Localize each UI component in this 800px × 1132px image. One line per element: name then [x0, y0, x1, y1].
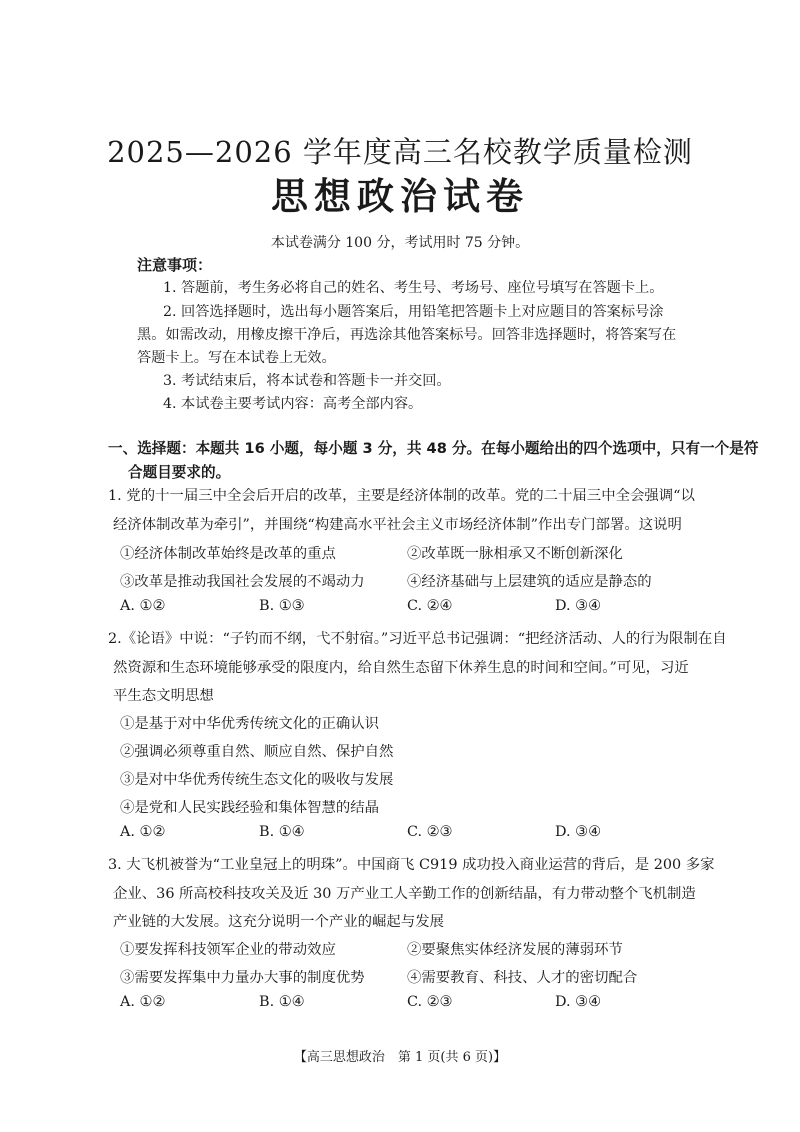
question-2-option-b[interactable]: B. ①④	[259, 824, 305, 840]
question-3-statement: ①要发挥科技领军企业的带动效应	[120, 942, 336, 958]
question-1-stem: 经济体制改革为牵引”，并围绕“构建高水平社会主义市场经济体制”作出专门部署。这说明	[113, 517, 682, 533]
question-1-option-c[interactable]: C. ②④	[407, 598, 453, 614]
notes-line: 黑。如需改动，用橡皮擦干净后，再选涂其他答案标号。回答非选择题时，将答案写在	[137, 327, 677, 343]
notes-line: 答题卡上。写在本试卷上无效。	[137, 350, 336, 366]
question-3-option-a[interactable]: A. ①②	[120, 994, 166, 1010]
exam-title-line1: 2025—2026 学年度高三名校教学质量检测	[107, 135, 693, 169]
question-2-stem: 然资源和生态环境能够承受的限度内，给自然生态留下休养生息的时间和空间。”可见，习近	[113, 660, 689, 676]
question-3-statement: ④需要教育、科技、人才的密切配合	[407, 970, 638, 986]
notes-line: 2. 回答选择题时，选出每小题答案后，用铅笔把答题卡上对应题目的答案标号涂	[163, 304, 664, 320]
question-2-stem: 2.《论语》中说：“子钓而不纲，弋不射宿。”习近平总书记强调：“把经济活动、人的行为限制在自	[108, 631, 727, 647]
question-1-option-a[interactable]: A. ①②	[120, 598, 166, 614]
question-2-option-a[interactable]: A. ①②	[120, 824, 166, 840]
question-3-statement: ②要聚焦实体经济发展的薄弱环节	[407, 942, 623, 958]
question-3-option-c[interactable]: C. ②③	[407, 994, 453, 1010]
notes-line: 4. 本试卷主要考试内容：高考全部内容。	[163, 396, 423, 412]
question-1-statement: ①经济体制改革始终是改革的重点	[120, 546, 336, 562]
question-2-statement: ③是对中华优秀传统生态文化的吸收与发展	[120, 772, 394, 788]
question-3-statement: ③需要发挥集中力量办大事的制度优势	[120, 970, 365, 986]
question-2-statement: ④是党和人民实践经验和集体智慧的结晶	[120, 800, 380, 816]
question-1-stem: 1. 党的十一届三中全会后开启的改革，主要是经济体制的改革。党的二十届三中全会强调“以	[108, 488, 695, 504]
question-2-option-d[interactable]: D. ③④	[555, 824, 601, 840]
question-2-option-c[interactable]: C. ②③	[407, 824, 453, 840]
question-2-stem: 平生态文明思想	[113, 688, 214, 704]
question-2-statement: ①是基于对中华优秀传统文化的正确认识	[120, 716, 380, 732]
page-footer: 【高三思想政治 第 1 页(共 6 页)】	[293, 1050, 507, 1065]
question-3-stem: 3. 大飞机被誉为“工业皇冠上的明珠”。中国商飞 C919 成功投入商业运营的背后，是 200 多家	[108, 857, 715, 873]
exam-title-subject: 思想政治试卷	[271, 175, 529, 218]
exam-subtitle: 本试卷满分 100 分，考试用时 75 分钟。	[270, 235, 530, 251]
notes-line: 3. 考试结束后，将本试卷和答题卡一并交回。	[163, 373, 451, 389]
section-title: 一、选择题：本题共 16 小题，每小题 3 分，共 48 分。在每小题给出的四个选项中，只有一个是符	[108, 440, 759, 457]
question-2-statement: ②强调必须尊重自然、顺应自然、保护自然	[120, 744, 394, 760]
question-1-statement: ③改革是推动我国社会发展的不竭动力	[120, 574, 365, 590]
notes-title: 注意事项：	[137, 256, 213, 274]
question-1-option-b[interactable]: B. ①③	[259, 598, 305, 614]
question-1-statement: ②改革既一脉相承又不断创新深化	[407, 546, 623, 562]
question-1-option-d[interactable]: D. ③④	[555, 598, 601, 614]
section-title-cont: 合题目要求的。	[128, 464, 231, 481]
question-1-statement: ④经济基础与上层建筑的适应是静态的	[407, 574, 652, 590]
question-3-stem: 产业链的大发展。这充分说明一个产业的崛起与发展	[113, 914, 444, 930]
question-3-option-b[interactable]: B. ①④	[259, 994, 305, 1010]
notes-line: 1. 答题前，考生务必将自己的姓名、考生号、考场号、座位号填写在答题卡上。	[163, 280, 664, 296]
question-3-stem: 企业、36 所高校科技攻关及近 30 万产业工人辛勤工作的创新结晶，有力带动整个飞机制造	[113, 886, 696, 902]
question-3-option-d[interactable]: D. ③④	[555, 994, 601, 1010]
